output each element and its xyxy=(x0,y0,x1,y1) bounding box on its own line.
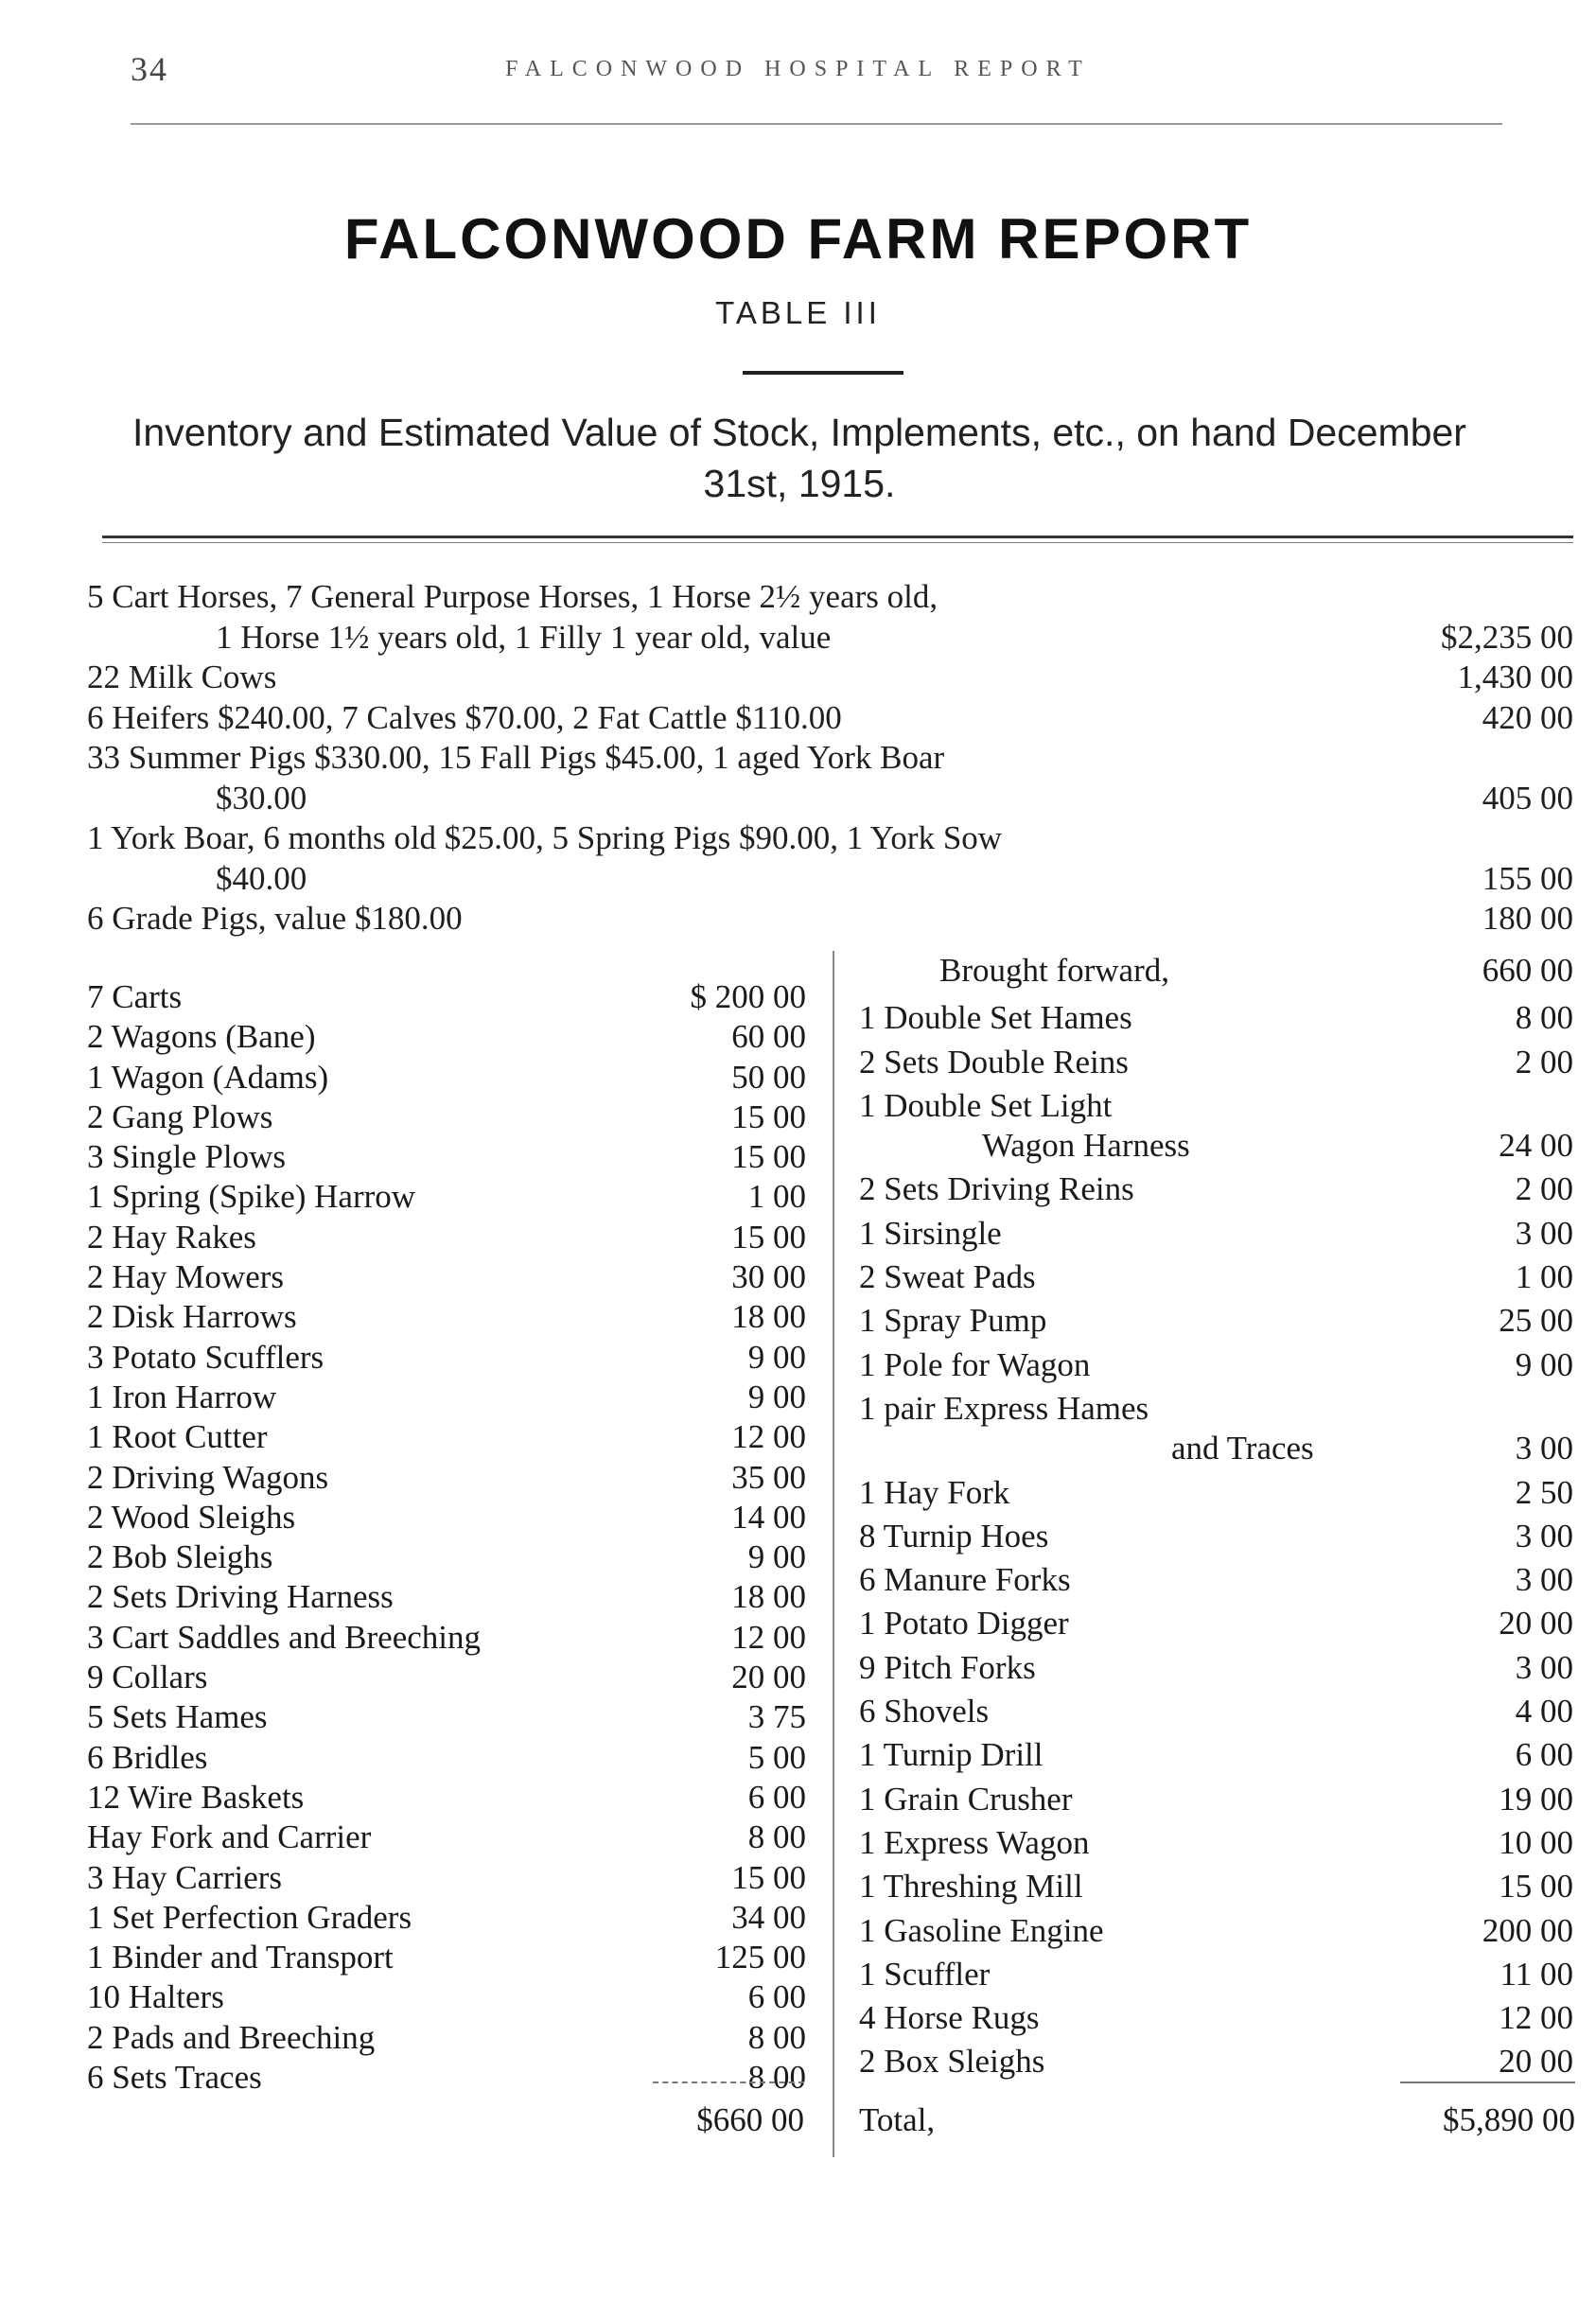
livestock-line: 1 York Boar, 6 months old $25.00, 5 Spring Pigs $90.00, 1 York Sow xyxy=(87,819,1003,856)
implement-value: 20 00 xyxy=(1499,2043,1573,2081)
implement-row xyxy=(87,1177,806,1217)
implement-row xyxy=(87,1017,806,1057)
total-label: Total, xyxy=(859,2101,936,2138)
implement-value: 50 00 xyxy=(731,1058,806,1096)
implement-name: 12 Wire Baskets xyxy=(87,1778,305,1816)
implement-row xyxy=(87,1137,806,1177)
implement-name: 1 Spring (Spike) Harrow xyxy=(87,1178,416,1216)
implement-row xyxy=(859,1648,1573,1692)
implement-name: 9 Pitch Forks xyxy=(859,1648,1036,1686)
implement-name: 4 Horse Rugs xyxy=(859,1999,1040,2037)
implement-value: 60 00 xyxy=(731,1018,806,1056)
implement-row xyxy=(87,977,806,1017)
implement-value: 35 00 xyxy=(731,1458,806,1496)
implement-value: 125 00 xyxy=(714,1939,806,1976)
livestock-line: 33 Summer Pigs $330.00, 15 Fall Pigs $45.00, 1 aged York Boar xyxy=(87,739,945,776)
implement-value: 2 50 xyxy=(1515,1473,1573,1511)
implement-value: 8 00 xyxy=(1515,999,1573,1037)
implement-name: 2 Sets Driving Harness xyxy=(87,1578,394,1616)
implement-row xyxy=(87,1098,806,1137)
header-rule xyxy=(131,123,1502,125)
implement-name: 2 Bob Sleighs xyxy=(87,1538,273,1576)
implement-row xyxy=(87,1058,806,1098)
implement-value: 6 00 xyxy=(747,1778,806,1816)
implement-name: 1 pair Express Hames xyxy=(859,1389,1149,1427)
implement-row xyxy=(87,1898,806,1938)
implement-row xyxy=(87,1378,806,1417)
livestock-line: 22 Milk Cows xyxy=(87,659,277,695)
implement-value: 15 00 xyxy=(731,1858,806,1896)
implement-value: 8 00 xyxy=(747,2059,806,2097)
implement-row xyxy=(859,1780,1573,1823)
implements-right-column xyxy=(859,951,1573,2086)
implement-name: 2 Pads and Breeching xyxy=(87,2018,376,2056)
livestock-value: 155 00 xyxy=(1482,859,1573,897)
implement-row xyxy=(859,1345,1573,1389)
implement-value: 3 75 xyxy=(747,1698,806,1736)
implement-name: 1 Hay Fork xyxy=(859,1473,1010,1511)
implement-value: 10 00 xyxy=(1499,1823,1573,1861)
implement-value: 12 00 xyxy=(731,1418,806,1456)
implement-value: 6 00 xyxy=(747,1978,806,2016)
implement-name: 1 Grain Crusher xyxy=(859,1780,1073,1818)
implement-row xyxy=(859,1823,1573,1867)
implement-value: 2 00 xyxy=(1515,1170,1573,1208)
implement-value: 8 00 xyxy=(747,2018,806,2056)
implement-name: 6 Shovels xyxy=(859,1693,990,1730)
implement-value: 8 00 xyxy=(747,1818,806,1856)
livestock-line: 5 Cart Horses, 7 General Purpose Horses, 1 Horse 2½ years old, xyxy=(87,578,938,615)
implement-row xyxy=(87,1778,806,1818)
implement-name: 3 Hay Carriers xyxy=(87,1858,283,1896)
implement-name: 1 Binder and Transport xyxy=(87,1939,394,1976)
implement-row xyxy=(87,1458,806,1498)
implement-value: 3 00 xyxy=(1515,1648,1573,1686)
implement-value: 1 00 xyxy=(747,1178,806,1216)
implement-name: Hay Fork and Carrier xyxy=(87,1818,372,1856)
livestock-value: $2,235 00 xyxy=(1441,618,1573,656)
implement-name: 1 Wagon (Adams) xyxy=(87,1058,329,1096)
implement-row xyxy=(87,1818,806,1857)
implement-row xyxy=(859,1911,1573,1955)
implement-value: 12 00 xyxy=(731,1618,806,1656)
implement-row xyxy=(87,2058,806,2098)
implement-row xyxy=(859,1998,1573,2042)
implement-value: $ 200 00 xyxy=(690,978,806,1015)
implement-name: 2 Wagons (Bane) xyxy=(87,1018,316,1056)
implement-value: 660 00 xyxy=(1482,952,1573,989)
livestock-line: 6 Heifers $240.00, 7 Calves $70.00, 2 Fat Cattle $110.00 xyxy=(87,698,842,736)
implement-row xyxy=(87,1577,806,1617)
table-label: TABLE III xyxy=(715,295,881,330)
implement-name: 2 Hay Mowers xyxy=(87,1258,285,1296)
implement-name: 2 Driving Wagons xyxy=(87,1458,329,1496)
implement-row xyxy=(859,2042,1573,2085)
implement-name: 1 Iron Harrow xyxy=(87,1378,277,1415)
implement-row xyxy=(859,1301,1573,1344)
implement-row xyxy=(87,1658,806,1697)
implement-name: 6 Manure Forks xyxy=(859,1561,1071,1599)
implement-row xyxy=(859,1692,1573,1735)
brought-forward-row xyxy=(859,951,1573,998)
implement-value: 6 00 xyxy=(1515,1736,1573,1774)
implement-name: 2 Sweat Pads xyxy=(859,1258,1036,1296)
right-total-rule xyxy=(1400,2081,1575,2083)
title-rule xyxy=(743,371,903,375)
implement-row xyxy=(859,998,1573,1042)
implement-name: 3 Potato Scufflers xyxy=(87,1338,324,1376)
implement-name: 1 Threshing Mill xyxy=(859,1868,1083,1906)
livestock-line: 6 Grade Pigs, value $180.00 xyxy=(87,900,463,937)
implement-value: 3 00 xyxy=(1515,1430,1573,1467)
implement-value: 9 00 xyxy=(747,1538,806,1576)
implement-row xyxy=(859,1086,1573,1170)
implement-name: 8 Turnip Hoes xyxy=(859,1517,1049,1554)
implement-value: 15 00 xyxy=(731,1138,806,1176)
livestock-value: 405 00 xyxy=(1482,779,1573,817)
implement-row xyxy=(87,1498,806,1537)
implement-value: 20 00 xyxy=(731,1659,806,1696)
implement-row xyxy=(859,1560,1573,1604)
implement-value: 34 00 xyxy=(731,1898,806,1936)
implement-name: 1 Potato Digger xyxy=(859,1605,1069,1642)
implement-name: 2 Hay Rakes xyxy=(87,1218,256,1256)
implement-name: 6 Bridles xyxy=(87,1738,208,1776)
running-head: FALCONWOOD HOSPITAL REPORT xyxy=(505,57,1091,81)
implement-name: 1 Scuffler xyxy=(859,1955,991,1993)
implement-value: 9 00 xyxy=(1515,1345,1573,1383)
implement-row xyxy=(87,1938,806,1977)
implement-value: 30 00 xyxy=(731,1258,806,1296)
left-total-rule xyxy=(653,2081,804,2083)
implement-value: 4 00 xyxy=(1515,1693,1573,1730)
implement-value: 11 00 xyxy=(1500,1955,1573,1993)
implement-name: 1 Sirsingle xyxy=(859,1214,1002,1252)
implement-name: 2 Disk Harrows xyxy=(87,1298,297,1336)
implement-value: 3 00 xyxy=(1515,1214,1573,1252)
implement-name: 5 Sets Hames xyxy=(87,1698,268,1736)
implement-row xyxy=(859,1257,1573,1301)
implement-name: 3 Cart Saddles and Breeching xyxy=(87,1618,482,1656)
implement-name: 7 Carts xyxy=(87,978,183,1015)
implement-value: 18 00 xyxy=(731,1298,806,1336)
implement-value: 200 00 xyxy=(1482,1911,1573,1949)
implement-name: 1 Root Cutter xyxy=(87,1418,268,1456)
implement-name: 2 Sets Driving Reins xyxy=(859,1170,1134,1208)
implement-name: 3 Single Plows xyxy=(87,1138,287,1176)
implement-value: 15 00 xyxy=(1499,1868,1573,1906)
implement-value: 3 00 xyxy=(1515,1561,1573,1599)
implement-name: 1 Double Set Hames xyxy=(859,999,1132,1037)
implement-value: 12 00 xyxy=(1499,1999,1573,2037)
implement-name: and Traces xyxy=(1171,1430,1314,1467)
livestock-line: $40.00 xyxy=(216,859,307,897)
implement-value: 3 00 xyxy=(1515,1517,1573,1554)
implement-value: 5 00 xyxy=(747,1738,806,1776)
implement-name: 1 Spray Pump xyxy=(859,1302,1047,1340)
implement-row xyxy=(859,1043,1573,1086)
implement-name: 2 Box Sleighs xyxy=(859,2043,1045,2081)
implement-name: 2 Sets Double Reins xyxy=(859,1043,1129,1080)
implement-value: 24 00 xyxy=(1499,1127,1573,1165)
livestock-value: 1,430 00 xyxy=(1457,659,1573,695)
implement-row xyxy=(859,1867,1573,1910)
implement-row xyxy=(87,1218,806,1257)
livestock-value: 180 00 xyxy=(1482,900,1573,937)
implement-name: 2 Gang Plows xyxy=(87,1098,273,1135)
livestock-line: $30.00 xyxy=(216,779,307,817)
grand-total: $5,890 00 xyxy=(1443,2101,1575,2138)
implement-row xyxy=(87,2018,806,2058)
implement-value: 14 00 xyxy=(731,1498,806,1536)
implement-row xyxy=(859,1169,1573,1213)
implement-row xyxy=(87,1257,806,1297)
implement-row xyxy=(87,1738,806,1778)
implement-name: 6 Sets Traces xyxy=(87,2059,262,2097)
report-title: FALCONWOOD FARM REPORT xyxy=(343,207,1253,271)
implement-value: 9 00 xyxy=(747,1378,806,1415)
implement-name: 1 Express Wagon xyxy=(859,1823,1090,1861)
implement-name: 9 Collars xyxy=(87,1659,208,1696)
implement-name: 10 Halters xyxy=(87,1978,224,2016)
left-column-total: $660 00 xyxy=(696,2101,804,2138)
implement-row xyxy=(87,1858,806,1898)
implement-value: 20 00 xyxy=(1499,1605,1573,1642)
implement-name: 1 Double Set Light xyxy=(859,1086,1113,1124)
implement-value: 1 00 xyxy=(1515,1258,1573,1296)
implement-row xyxy=(859,1604,1573,1647)
implement-name: 1 Turnip Drill xyxy=(859,1736,1044,1774)
implement-row xyxy=(859,1389,1573,1473)
implements-left-column xyxy=(87,977,806,2098)
implement-value: 19 00 xyxy=(1499,1780,1573,1818)
implement-name: 1 Set Perfection Graders xyxy=(87,1898,412,1936)
implement-value: 15 00 xyxy=(731,1098,806,1135)
implement-value: 25 00 xyxy=(1499,1302,1573,1340)
implement-name: Wagon Harness xyxy=(982,1127,1190,1165)
livestock-line: 1 Horse 1½ years old, 1 Filly 1 year old, value xyxy=(216,618,832,656)
implement-value: 15 00 xyxy=(731,1218,806,1256)
implement-row xyxy=(859,1517,1573,1560)
page-number: 34 xyxy=(131,50,168,88)
implement-row xyxy=(87,1417,806,1457)
implement-row xyxy=(87,1697,806,1737)
implement-name: 2 Wood Sleighs xyxy=(87,1498,296,1536)
implement-row xyxy=(859,1955,1573,1998)
column-divider xyxy=(833,951,834,2157)
implement-value: 9 00 xyxy=(747,1338,806,1376)
implement-name: 1 Pole for Wagon xyxy=(859,1345,1091,1383)
implement-name: 1 Gasoline Engine xyxy=(859,1911,1104,1949)
implement-row xyxy=(859,1473,1573,1517)
implement-row xyxy=(859,1214,1573,1257)
implement-row xyxy=(859,1735,1573,1779)
livestock-value: 420 00 xyxy=(1482,698,1573,736)
implement-value: 2 00 xyxy=(1515,1043,1573,1080)
implement-row xyxy=(87,1537,806,1577)
implement-row xyxy=(87,1338,806,1378)
implement-value: 18 00 xyxy=(731,1578,806,1616)
implement-row xyxy=(87,1618,806,1658)
implement-row xyxy=(87,1977,806,2017)
implement-name: Brought forward, xyxy=(939,952,1170,989)
section-rule xyxy=(102,536,1573,543)
implement-row xyxy=(87,1297,806,1337)
report-subtitle: Inventory and Estimated Value of Stock, Implements, etc., on hand December 31st, 1915. xyxy=(132,411,1466,505)
